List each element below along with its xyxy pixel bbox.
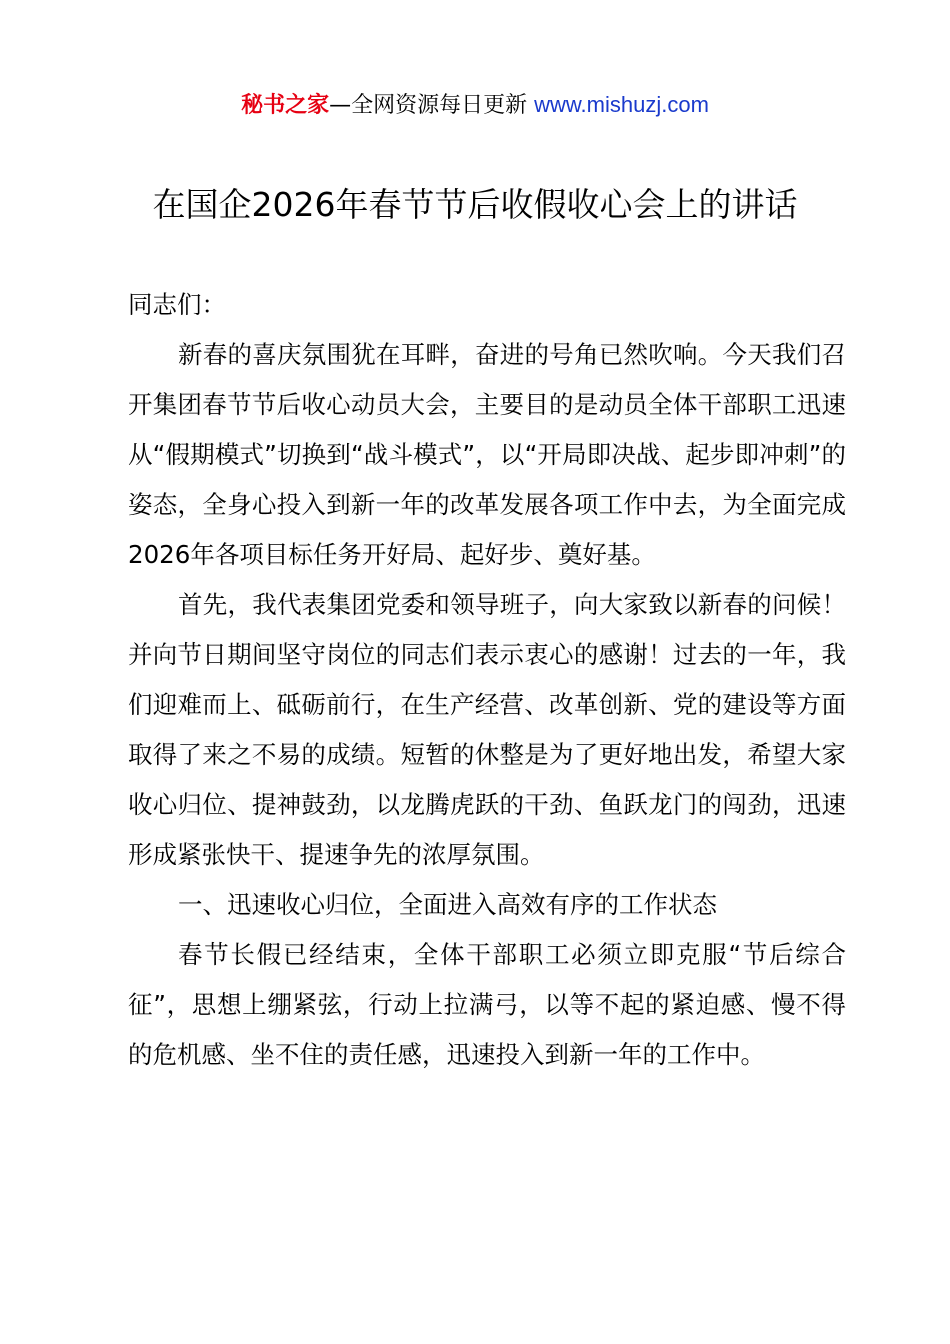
site-url-link[interactable]: www.mishuzj.com (534, 92, 709, 117)
paragraph-section-1: 春节长假已经结束，全体干部职工必须立即克服“节后综合征”，思想上绷紧弦，行动上拉满弓，以等不起的紧迫感、慢不得的危机感、坐不住的责任感，迅速投入到新一年的工作中。 (128, 940, 846, 1069)
document-title: 在国企2026年春节节后收假收心会上的讲话 (152, 185, 798, 224)
document-body (128, 280, 846, 1080)
site-header (0, 88, 950, 123)
section-heading-1: 一、迅速收心归位，全面进入高效有序的工作状态 (178, 890, 717, 919)
brand-name: 秘书之家 (241, 93, 330, 118)
paragraph-greeting: 首先，我代表集团党委和领导班子，向大家致以新春的问候！并向节日期间坚守岗位的同志们表示衷心的感谢！过去的一年，我们迎难而上、砥砺前行，在生产经营、改革创新、党的建设等方面取得了来之不易的成绩。短暂的休整是为了更好地出发，希望大家收心归位、提神鼓劲，以龙腾虎跃的干劲、鱼跃龙门的闯劲，迅速形成紧张快干、提速争先的浓厚氛围。 (128, 590, 846, 869)
salutation: 同志们： (128, 290, 226, 319)
header-tagline: —全网资源每日更新 (329, 93, 535, 118)
paragraph-intro: 新春的喜庆氛围犹在耳畔，奋进的号角已然吹响。今天我们召开集团春节节后收心动员大会，主要目的是动员全体干部职工迅速从“假期模式”切换到“战斗模式”，以“开局即决战、起步即冲刺”的姿态，全身心投入到新一年的改革发展各项工作中去，为全面完成2026年各项目标任务开好局、起好步、奠好基。 (128, 340, 846, 569)
